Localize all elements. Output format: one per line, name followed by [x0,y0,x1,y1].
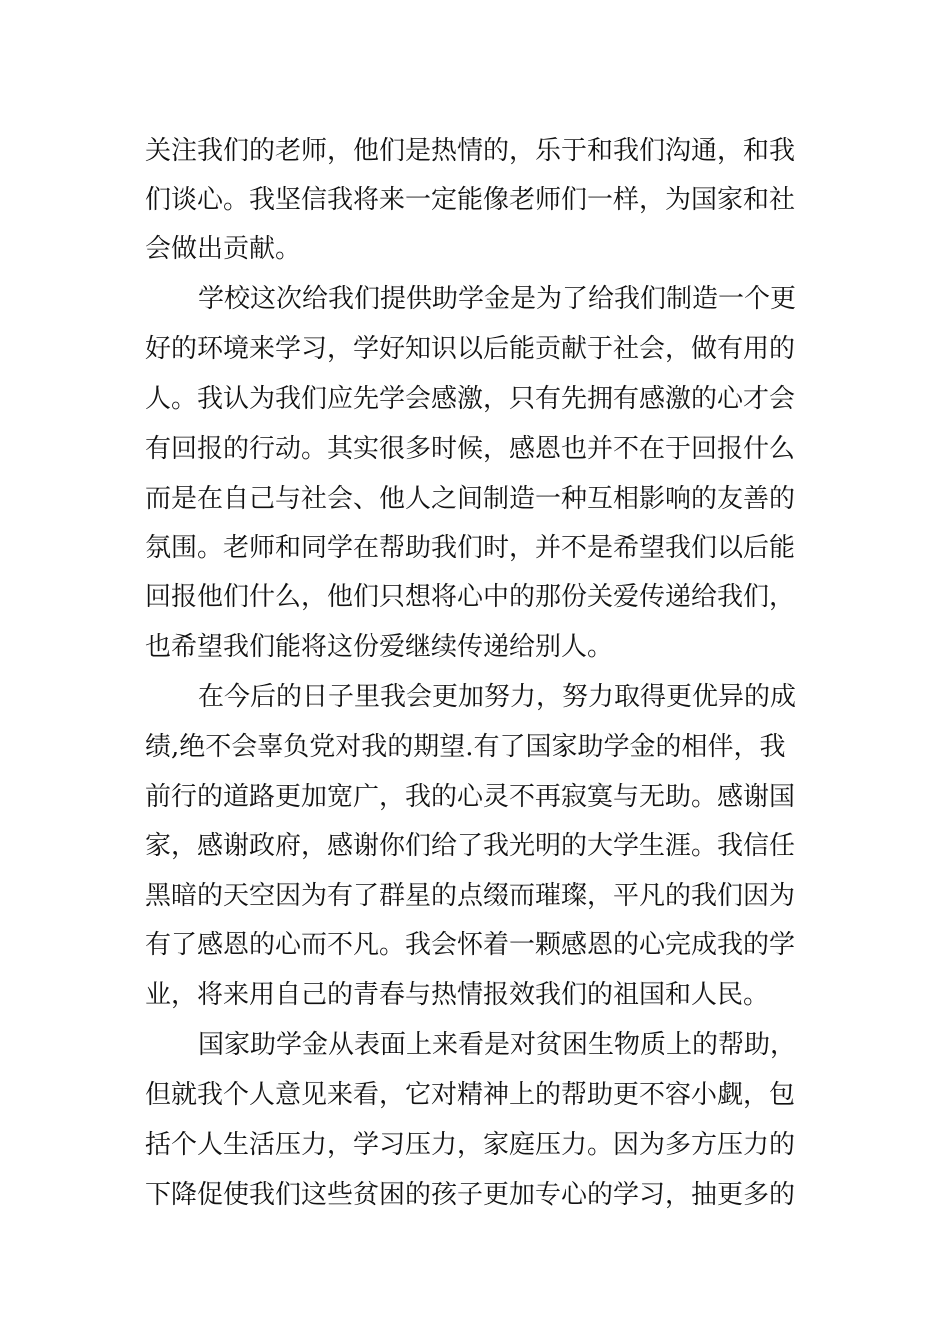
text-line: 好的环境来学习，学好知识以后能贡献于社会，做有用的 [145,334,796,364]
text-line: 但就我个人意见来看，它对精神上的帮助更不容小觑，包 [145,1080,796,1110]
text-line: 业，将来用自己的青春与热情报效我们的祖国和人民。 [145,980,770,1010]
text-line: 氛围。老师和同学在帮助我们时，并不是希望我们以后能 [145,533,796,563]
text-line: 黑暗的天空因为有了群星的点缀而璀璨，平凡的我们因为 [145,881,796,911]
text-line: 关注我们的老师，他们是热情的，乐于和我们沟通，和我 [145,136,796,166]
text-line: 回报他们什么，他们只想将心中的那份关爱传递给我们， [145,582,796,612]
text-line: 括个人生活压力，学习压力，家庭压力。因为多方压力的 [145,1130,796,1160]
paragraph-first-line: 国家助学金从表面上来看是对贫困生物质上的帮助， [198,1030,797,1060]
text-line: 绩,绝不会辜负党对我的期望.有了国家助学金的相伴，我 [145,732,786,762]
text-line: 们谈心。我坚信我将来一定能像老师们一样，为国家和社 [145,185,796,215]
text-line: 下降促使我们这些贫困的孩子更加专心的学习，抽更多的 [145,1180,796,1210]
paragraph-first-line: 在今后的日子里我会更加努力，努力取得更优异的成 [198,682,797,712]
text-line: 有了感恩的心而不凡。我会怀着一颗感恩的心完成我的学 [145,930,796,960]
text-line: 而是在自己与社会、他人之间制造一种互相影响的友善的 [145,484,796,514]
text-line: 也希望我们能将这份爱继续传递给别人。 [145,632,614,662]
text-line: 有回报的行动。其实很多时候，感恩也并不在于回报什么 [145,434,796,464]
text-line: 会做出贡献。 [145,234,302,264]
text-line: 家，感谢政府，感谢你们给了我光明的大学生涯。我信任 [145,831,796,861]
text-line: 人。我认为我们应先学会感激，只有先拥有感激的心才会 [145,384,796,414]
paragraph-first-line: 学校这次给我们提供助学金是为了给我们制造一个更 [198,284,797,314]
text-line: 前行的道路更加宽广，我的心灵不再寂寞与无助。感谢国 [145,782,796,812]
